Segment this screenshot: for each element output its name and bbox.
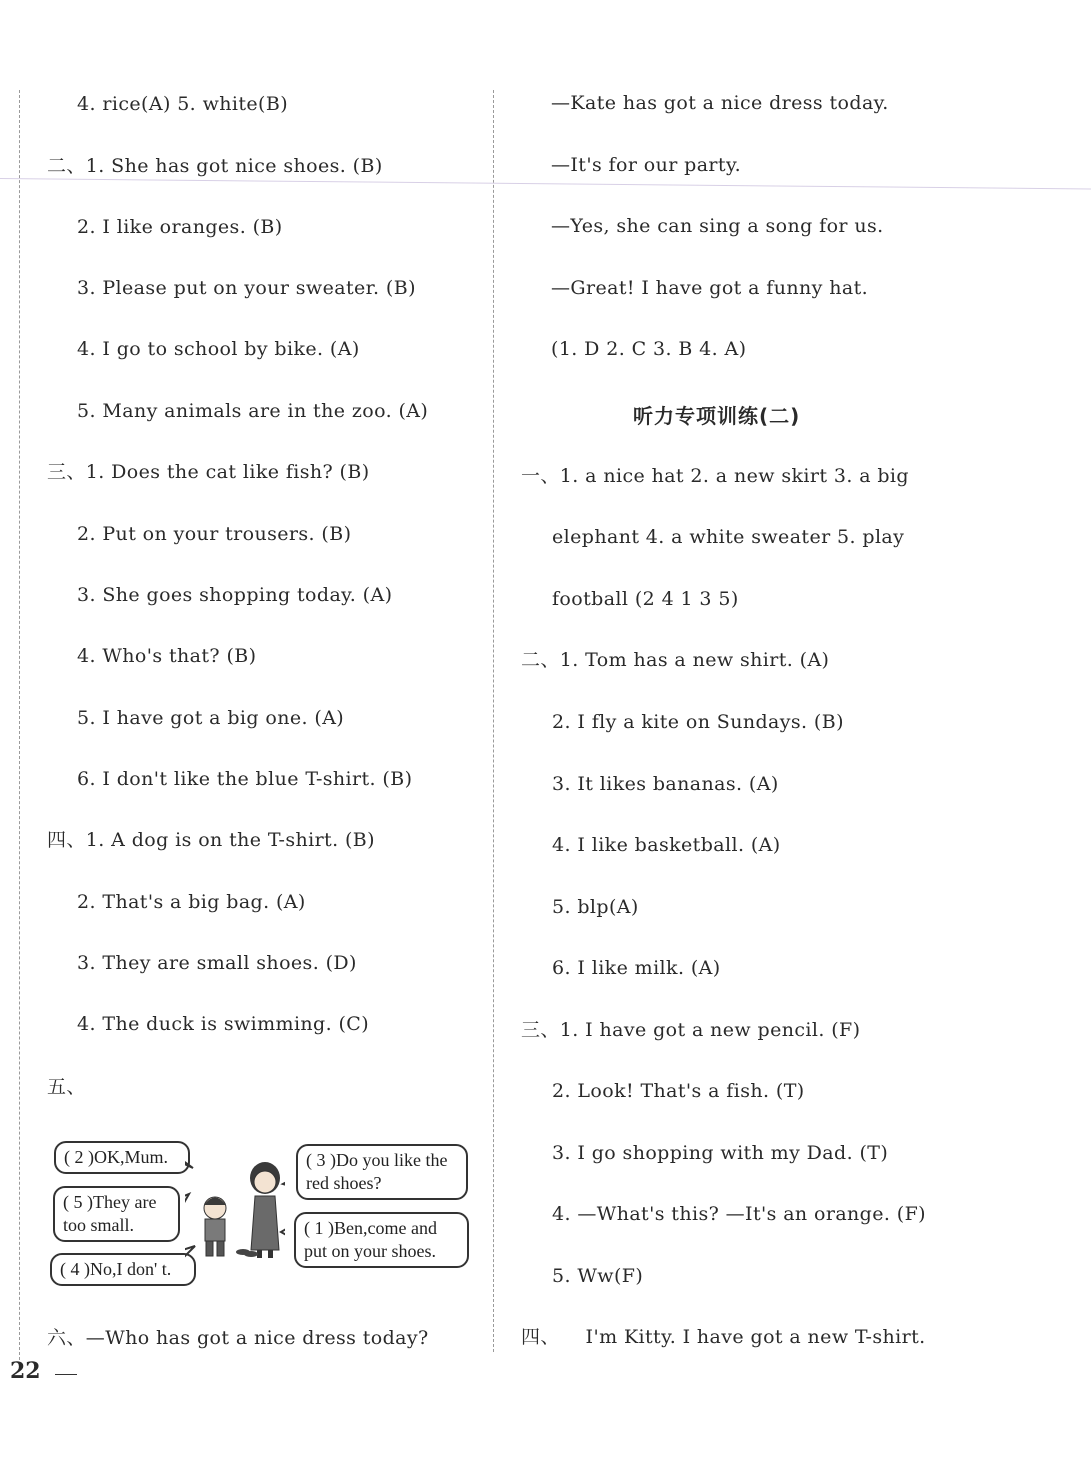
right-line-4: —Great! I have got a funny hat. bbox=[551, 277, 869, 299]
left-line-18: 六、—Who has got a nice dress today? bbox=[47, 1327, 429, 1349]
left-line-6: 5. Many animals are in the zoo. (A) bbox=[77, 400, 429, 422]
left-line-12: 6. I don't like the blue T-shirt. (B) bbox=[77, 768, 413, 790]
left-line-3: 2. I like oranges. (B) bbox=[77, 216, 283, 238]
right-line-18: 4. —What's this? —It's an orange. (F) bbox=[552, 1203, 926, 1225]
mother-and-boy-illustration bbox=[185, 1150, 285, 1265]
left-line-2: 二、1. She has got nice shoes. (B) bbox=[47, 155, 383, 177]
left-line-13: 四、1. A dog is on the T-shirt. (B) bbox=[47, 829, 375, 851]
right-line-6: 一、1. a nice hat 2. a new skirt 3. a big bbox=[521, 465, 909, 487]
left-line-11: 5. I have got a big one. (A) bbox=[77, 707, 345, 729]
left-line-17: 五、 bbox=[47, 1076, 86, 1098]
left-line-16: 4. The duck is swimming. (C) bbox=[77, 1013, 370, 1035]
left-line-10: 4. Who's that? (B) bbox=[77, 645, 257, 667]
right-line-10: 2. I fly a kite on Sundays. (B) bbox=[552, 711, 844, 733]
right-line-12: 4. I like basketball. (A) bbox=[552, 834, 781, 856]
left-line-4: 3. Please put on your sweater. (B) bbox=[77, 277, 416, 299]
bubble-red-shoes: ( 3 )Do you like the red shoes? bbox=[296, 1144, 468, 1200]
left-line-8: 2. Put on your trousers. (B) bbox=[77, 523, 352, 545]
section-title: 听力专项训练(二) bbox=[633, 404, 801, 428]
right-line-19: 5. Ww(F) bbox=[552, 1265, 644, 1287]
right-line-2: —It's for our party. bbox=[551, 154, 742, 176]
right-line-17: 3. I go shopping with my Dad. (T) bbox=[552, 1142, 889, 1164]
left-line-1: 4. rice(A) 5. white(B) bbox=[77, 93, 289, 115]
right-line-1: —Kate has got a nice dress today. bbox=[551, 92, 889, 114]
left-line-9: 3. She goes shopping today. (A) bbox=[77, 584, 393, 606]
right-line-14: 6. I like milk. (A) bbox=[552, 957, 721, 979]
right-line-3: —Yes, she can sing a song for us. bbox=[551, 215, 884, 237]
left-margin-dashed-line bbox=[19, 90, 20, 1360]
left-line-14: 2. That's a big bag. (A) bbox=[77, 891, 306, 913]
bubble-put-on-shoes: ( 1 )Ben,come and put on your shoes. bbox=[294, 1212, 469, 1268]
page-number: 22 bbox=[10, 1358, 41, 1384]
right-line-11: 3. It likes bananas. (A) bbox=[552, 773, 779, 795]
bubble-ok-mum: ( 2 )OK,Mum. bbox=[54, 1141, 190, 1174]
left-line-15: 3. They are small shoes. (D) bbox=[77, 952, 357, 974]
right-line-20: 四、 I'm Kitty. I have got a new T-shirt. bbox=[521, 1326, 926, 1348]
right-line-9: 二、1. Tom has a new shirt. (A) bbox=[521, 649, 830, 671]
bubble-too-small: ( 5 )They are too small. bbox=[53, 1186, 180, 1242]
right-line-8: football (2 4 1 3 5) bbox=[552, 588, 739, 610]
bubble-no-i-dont: ( 4 )No,I don' t. bbox=[50, 1253, 196, 1286]
right-line-13: 5. blp(A) bbox=[552, 896, 639, 918]
right-line-5: (1. D 2. C 3. B 4. A) bbox=[551, 338, 747, 360]
right-line-7: elephant 4. a white sweater 5. play bbox=[552, 526, 905, 548]
right-line-16: 2. Look! That's a fish. (T) bbox=[552, 1080, 805, 1102]
left-line-7: 三、1. Does the cat like fish? (B) bbox=[47, 461, 370, 483]
left-line-5: 4. I go to school by bike. (A) bbox=[77, 338, 360, 360]
scan-artifact-line bbox=[0, 178, 1091, 189]
page-number-dash bbox=[55, 1374, 77, 1375]
right-line-15: 三、1. I have got a new pencil. (F) bbox=[521, 1019, 861, 1041]
column-divider bbox=[493, 90, 494, 1352]
